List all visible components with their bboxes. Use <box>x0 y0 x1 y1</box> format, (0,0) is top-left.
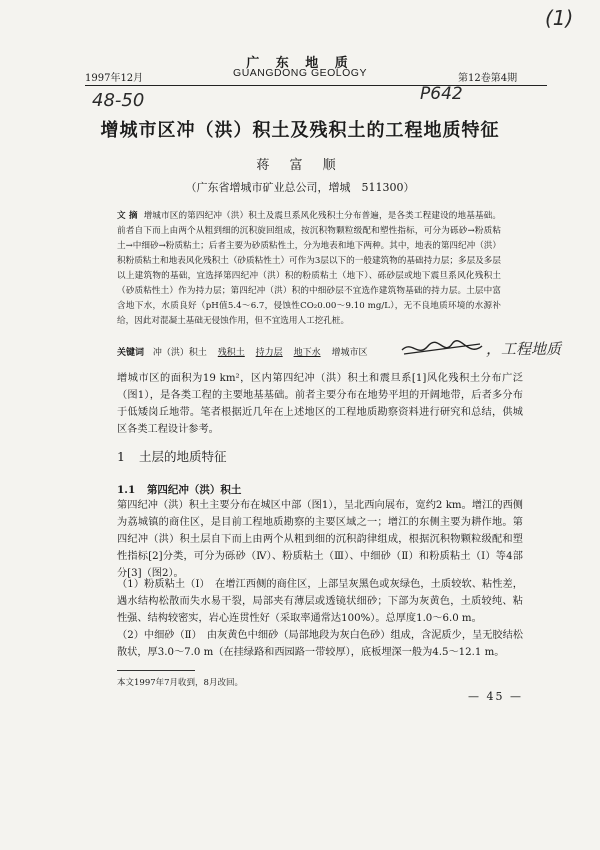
article-author: 蒋 富 顺 <box>256 158 344 173</box>
keyword-item: 持力层 <box>255 348 283 358</box>
subsection-heading <box>117 482 241 497</box>
abstract <box>117 209 501 329</box>
section-heading <box>117 447 226 465</box>
issue-date: 1997年12月 <box>85 73 144 84</box>
header-rule <box>85 85 547 86</box>
page-number: — 45 — <box>468 690 523 703</box>
paragraph-quaternary-deposits: 第四纪冲（洪）积土主要分布在城区中部（图1），呈北西向展布，宽约2 km。增江的西侧为荔城镇的商住区，是目前工程地质勘察的主要区域之一；增江的东侧主要为耕作地。第四纪冲（洪）积土层自下而上由两个从粗到细的沉积韵律组成，根据沉积物颗粒级配和塑性指标[2]分类，可分为砾砂（Ⅳ）、粉质粘土（Ⅲ）、中细砂（Ⅱ）和粉质粘土（Ⅰ）等4部分[3]（图2）。 <box>117 500 523 579</box>
handwritten-keyword-note: ，工程地质 <box>486 340 562 358</box>
journal-title-en: GUANGDONG GEOLOGY <box>233 67 367 79</box>
handwritten-scribble <box>400 336 485 362</box>
handwritten-classification: P642 <box>420 84 463 104</box>
keyword-item: 残积土 <box>217 348 245 358</box>
keyword-item: 冲（洪）积土 <box>152 348 207 358</box>
paragraph-silty-clay: （1）粉质粘土（Ⅰ） 在增江西侧的商住区，上部呈灰黑色或灰绿色，土质较软、粘性差，遇水结构松散而失水易干裂，局部夹有薄层或透镜状细砂；下部为灰黄色，土质较纯、粘性强、结构较密实，岩心连贯性好（采取率通常达100%）。总厚度1.0～6.0 m。 <box>117 579 523 624</box>
keyword-item: 地下水 <box>293 348 321 358</box>
subsection-title: 第四纪冲（洪）积土 <box>146 484 242 496</box>
abstract-text: 增城市区的第四纪冲（洪）积土及震旦系风化残积土分布普遍，是各类工程建设的地基基础。前者自下而上由两个从粗到细的沉积旋回组成，按沉积物颗粒级配和塑性指标，可分为砾砂→粉质粘土→中细砂→粉质粘土；后者主要为砂质粘性土，分为地表和地下两种。其中，地表的第四纪冲（洪）积粉质粘土和地表风化残积土（砂质粘性土）可作为3层以下的一般建筑物的基础持力层；多层及多层以上建筑物的基础，宜选择第四纪冲（洪）积的粉质粘土（地下）、砾砂层或地下震旦系风化残积土（砂质粘性土）作为持力层；第四纪冲（洪）积的中细砂层不宜选作建筑物基础的持力层。土层中富含地下水，水质良好（pH值5.4～6.7，侵蚀性CO₂0.00～9.10 mg/L），无不良地质环境的水源补给，因此对混凝土基础无侵蚀作用，但不宜选用人工挖孔桩。 <box>117 211 501 326</box>
intro-paragraph: 增城市区的面积为19 km²，区内第四纪冲（洪）积土和震旦系[1]风化残积土分布广泛（图1），是各类工程的主要地基基础。前者主要分布在地势平坦的开阔地带，后者多分布于低矮岗丘地带。笔者根据近几年在上述地区的工程地质勘察资料进行研究和总结，供城区各类工程设计参考。 <box>117 373 523 435</box>
journal-title-cn: 广 东 地 质 <box>246 56 354 71</box>
keyword-item: 增城市区 <box>331 348 368 358</box>
keywords-label: 关键词 <box>117 348 145 358</box>
paragraph-medium-fine-sand: （2）中细砂（Ⅱ） 由灰黄色中细砂（局部地段为灰白色砂）组成，含泥质少，呈无胶结松散状，厚3.0～7.0 m（在挂绿路和西园路一带较厚），底板埋深一般为4.5～12.1 m。 <box>117 630 523 658</box>
footnote-received-date: 本文1997年7月收到，8月改回。 <box>117 678 243 688</box>
abstract-label: 文 摘 <box>117 211 138 221</box>
footnote-rule <box>117 670 195 671</box>
section-title: 土层的地质特征 <box>138 449 227 464</box>
article-title: 增城市区冲（洪）积土及残积土的工程地质特征 <box>100 120 500 141</box>
corner-handwritten-mark: (1) <box>545 6 574 30</box>
subsection-number: 1.1 <box>117 484 136 496</box>
author-affiliation: （广东省增城市矿业总公司，增城 511300） <box>185 181 415 194</box>
volume-issue: 第12卷第4期 <box>458 73 518 84</box>
keywords <box>117 345 375 358</box>
section-number: 1 <box>117 449 125 464</box>
handwritten-page-range: 48-50 <box>92 90 145 111</box>
